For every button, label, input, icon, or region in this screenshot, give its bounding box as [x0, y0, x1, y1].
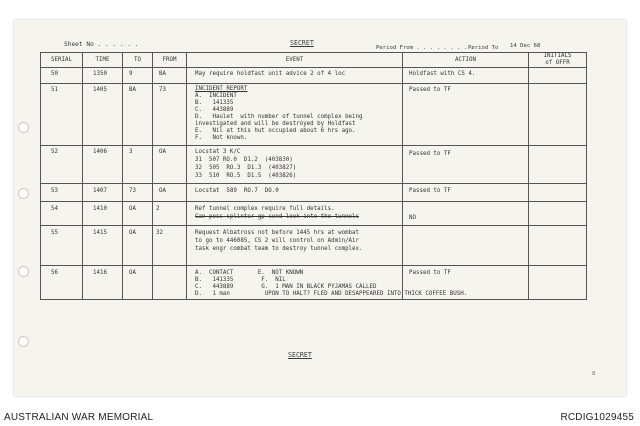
col-header-initials [529, 53, 587, 68]
row-to: 73 [129, 188, 136, 194]
classification-top: SECRET [290, 39, 314, 47]
row-action: Passed to TF [409, 188, 451, 194]
row-serial: 56 [51, 270, 58, 276]
row-action: Holdfast with CS 4. [409, 71, 476, 77]
row-from: 32 [156, 230, 163, 236]
col-header-from: FROM [153, 53, 187, 68]
corner-mark: 8 [592, 371, 596, 377]
row-event-line: Can poss splinter gp cond look into the tunnels [195, 214, 360, 220]
row-serial: 54 [51, 206, 58, 212]
row-time: 1406 [93, 149, 107, 155]
row-to: OA [129, 230, 136, 236]
row-event-line: F. Not known. [195, 135, 248, 141]
row-to: OA [129, 270, 136, 276]
operations-log-table [40, 52, 587, 300]
row-serial: 52 [51, 149, 58, 155]
row-serial: 55 [51, 230, 58, 236]
period-date: 14 Dec 68 [510, 43, 541, 49]
row-to: OA [129, 206, 136, 212]
table-header-row [41, 53, 587, 68]
col-header-time: TIME [83, 53, 123, 68]
row-serial: 53 [51, 188, 58, 194]
row-time: 1407 [93, 188, 107, 194]
table-row [41, 184, 587, 202]
table-row [41, 146, 587, 184]
row-time: 1416 [93, 270, 107, 276]
row-event-line: Locstat 3 K/C [195, 149, 241, 155]
col-header-action: ACTION [403, 53, 529, 68]
table-row [41, 202, 587, 226]
punch-hole [18, 188, 29, 199]
row-to: 3 [129, 149, 133, 155]
row-event-line: Locstat 589 RO.7 DO.0 [195, 188, 279, 194]
row-action: Passed to TF [409, 270, 451, 276]
row-event-line: 32 505 RO.3 D1.3 (403827) [195, 165, 297, 171]
col-header-event: EVENT [187, 53, 403, 68]
col-header-serial: SERIAL [41, 53, 83, 68]
row-from: OA [159, 188, 166, 194]
row-event-line: Request Albatross not before 1445 hrs at wombat [195, 230, 360, 236]
row-to: BA [129, 87, 136, 93]
row-serial: 51 [51, 87, 58, 93]
row-event-line: C. 443889 G. 1 MAN IN BLACK PYJAMAS CALLED [195, 284, 377, 290]
footer-reference-id: RCDIG1029455 [560, 412, 634, 423]
initials-line-1: INITIALS [543, 53, 572, 60]
row-event-line: task engr combat team to destroy tunnel complex. [195, 246, 363, 252]
row-time: 1405 [93, 87, 107, 93]
sheet-number-label: Sheet No . . . . . . [64, 41, 139, 48]
row-event-line: A. CONTACT E. NOT KNOWN [195, 270, 304, 276]
row-time: 1350 [93, 71, 107, 77]
punch-hole [18, 266, 29, 277]
row-event-line: May require holdfast unit advice 2 of 4 loc [195, 71, 346, 77]
row-event-line: to go to 446085, CS 2 will control on Admin/Air [195, 238, 360, 244]
row-event-line: investigated and will be destroyed by Holdfast [195, 121, 356, 127]
initials-line-2: of OFFR [545, 60, 570, 66]
table-row [41, 68, 587, 84]
row-action: NO [409, 215, 416, 221]
punch-hole [18, 122, 29, 133]
footer-institution: AUSTRALIAN WAR MEMORIAL [4, 412, 154, 423]
table-row [41, 266, 587, 300]
row-serial: 50 [51, 71, 58, 77]
row-time: 1410 [93, 206, 107, 212]
period-to-label: Period To [468, 45, 499, 51]
row-from: 73 [159, 87, 166, 93]
row-event-line: D. Haulet with number of tunnel complex being [195, 114, 363, 120]
row-to: 9 [129, 71, 133, 77]
row-time: 1415 [93, 230, 107, 236]
row-event-line: INCIDENT REPORT [195, 86, 248, 92]
row-event-line: Ref tunnel complex require full details. [195, 206, 335, 212]
row-from: BA [159, 71, 166, 77]
table-row [41, 84, 587, 146]
row-action: Passed to TF [409, 87, 451, 93]
row-from: OA [159, 149, 166, 155]
row-event-line: B. 141335 [195, 100, 234, 106]
row-action: Passed to TF [409, 151, 451, 157]
row-from: 2 [156, 206, 160, 212]
col-header-to: TO [123, 53, 153, 68]
row-event-line: B. 141335 F. NIL [195, 277, 286, 283]
row-event-line: C. 443889 [195, 107, 234, 113]
row-event-line: 31 507 RO.0 D1.2 (403830) [195, 157, 293, 163]
period-from-label: Period From . . . . . . . . . [376, 45, 474, 51]
punch-hole [18, 336, 29, 347]
row-event-line: 33 510 RO.5 D1.5 (403826) [195, 173, 297, 179]
row-event-line: A. INCIDENT [195, 93, 237, 99]
row-event-line: E. Nil at this hut occupied about 6 hrs ago. [195, 128, 356, 134]
classification-bottom: SECRET [288, 351, 312, 359]
table-row [41, 226, 587, 266]
row-event-line: D. 1 man UPON TO HALT? FLED AND DESAPPEARED INTO THICK COFFEE BUSH. [195, 291, 468, 297]
